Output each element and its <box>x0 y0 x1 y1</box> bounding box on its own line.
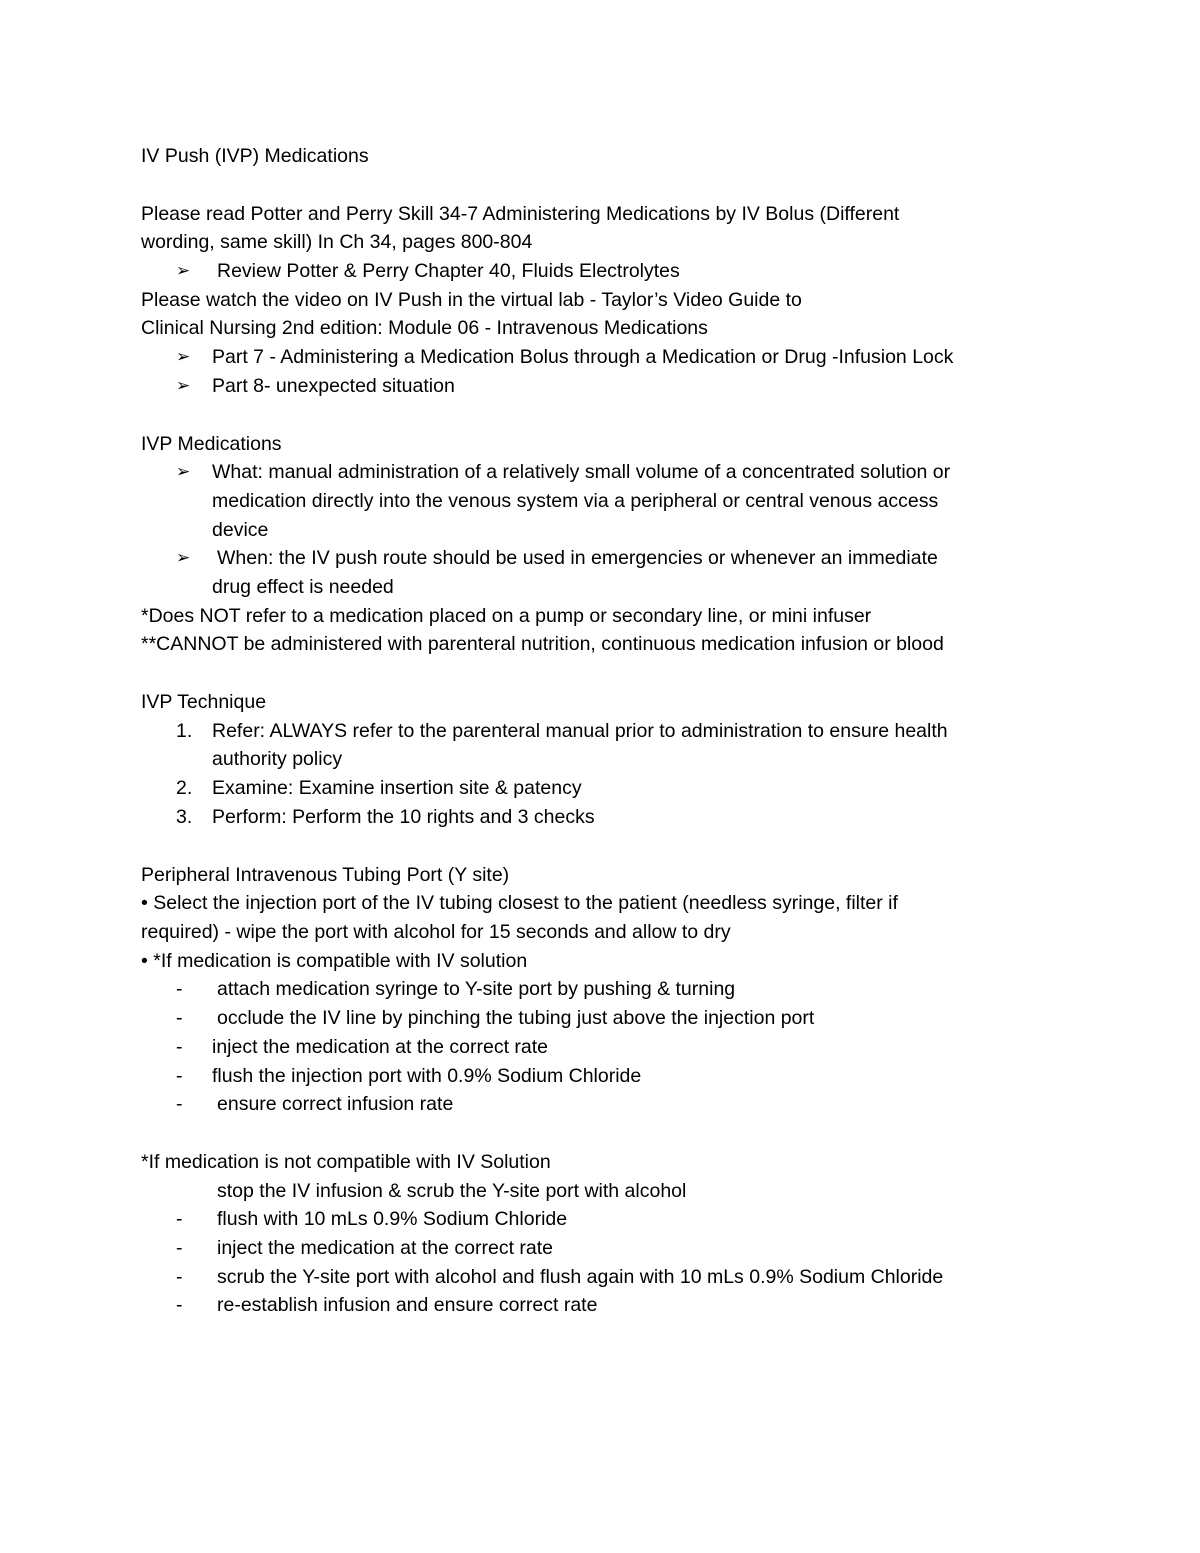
document-title: IV Push (IVP) Medications <box>141 145 369 167</box>
step-item: scrub the Y-site port with alcohol and flush again with 10 mLs 0.9% Sodium Chloride <box>217 1266 944 1288</box>
step-item: flush with 10 mLs 0.9% Sodium Chloride <box>217 1208 568 1230</box>
dash-marker: - <box>176 978 183 1000</box>
bullet-item: What: manual administration of a relatively small volume of a concentrated solution or <box>212 461 951 483</box>
section-heading: *If medication is not compatible with IV Solution <box>141 1151 551 1173</box>
step-item: flush the injection port with 0.9% Sodium Chloride <box>212 1065 642 1087</box>
bullet-line: • *If medication is compatible with IV solution <box>141 950 528 972</box>
step-item: stop the IV infusion & scrub the Y-site port with alcohol <box>217 1180 687 1202</box>
dash-marker: - <box>176 1208 183 1230</box>
numbered-item: Perform: Perform the 10 rights and 3 checks <box>212 806 595 828</box>
dash-marker: - <box>176 1294 183 1316</box>
list-number: 3. <box>176 806 193 828</box>
section-heading: IVP Medications <box>141 433 282 455</box>
section-heading: IVP Technique <box>141 691 267 713</box>
section-heading: Peripheral Intravenous Tubing Port (Y site) <box>141 864 510 886</box>
dash-marker: - <box>176 1065 183 1087</box>
dash-marker: - <box>176 1093 183 1115</box>
step-item: ensure correct infusion rate <box>217 1093 454 1115</box>
numbered-item-continued: authority policy <box>212 748 343 770</box>
step-item: attach medication syringe to Y-site port by pushing & turning <box>217 978 736 1000</box>
arrow-bullet-icon: ➢ <box>176 347 191 367</box>
arrow-bullet-icon: ➢ <box>176 376 191 396</box>
numbered-item: Refer: ALWAYS refer to the parenteral manual prior to administration to ensure health <box>212 720 948 742</box>
arrow-bullet-icon: ➢ <box>176 261 191 281</box>
bullet-item: Part 8- unexpected situation <box>212 375 455 397</box>
note-line: **CANNOT be administered with parenteral nutrition, continuous medication infusion or blood <box>141 633 944 655</box>
step-item: inject the medication at the correct rate <box>212 1036 549 1058</box>
dash-marker: - <box>176 1266 183 1288</box>
dash-marker: - <box>176 1237 183 1259</box>
bullet-line: required) - wipe the port with alcohol for 15 seconds and allow to dry <box>141 921 731 943</box>
list-number: 2. <box>176 777 193 799</box>
bullet-item: Part 7 - Administering a Medication Bolus through a Medication or Drug -Infusion Lock <box>212 346 954 368</box>
list-number: 1. <box>176 720 193 742</box>
dash-marker: - <box>176 1007 183 1029</box>
intro-line: wording, same skill) In Ch 34, pages 800-804 <box>141 231 533 253</box>
step-item: re-establish infusion and ensure correct rate <box>217 1294 598 1316</box>
bullet-item: When: the IV push route should be used in emergencies or whenever an immediate <box>217 547 938 569</box>
bullet-line: • Select the injection port of the IV tubing closest to the patient (needless syringe, filter if <box>141 892 898 914</box>
dash-marker: - <box>176 1036 183 1058</box>
intro-line: Clinical Nursing 2nd edition: Module 06 - Intravenous Medications <box>141 317 708 339</box>
bullet-item-continued: medication directly into the venous system via a peripheral or central venous access <box>212 490 939 512</box>
intro-line: Please read Potter and Perry Skill 34-7 Administering Medications by IV Bolus (Different <box>141 203 900 225</box>
note-line: *Does NOT refer to a medication placed on a pump or secondary line, or mini infuser <box>141 605 872 627</box>
bullet-item-continued: device <box>212 519 269 541</box>
numbered-item: Examine: Examine insertion site & patency <box>212 777 582 799</box>
step-item: inject the medication at the correct rate <box>217 1237 554 1259</box>
step-item: occlude the IV line by pinching the tubing just above the injection port <box>217 1007 815 1029</box>
bullet-item-continued: drug effect is needed <box>212 576 394 598</box>
intro-line: Please watch the video on IV Push in the virtual lab - Taylor’s Video Guide to <box>141 289 802 311</box>
bullet-item: Review Potter & Perry Chapter 40, Fluids Electrolytes <box>217 260 680 282</box>
arrow-bullet-icon: ➢ <box>176 462 191 482</box>
arrow-bullet-icon: ➢ <box>176 548 191 568</box>
